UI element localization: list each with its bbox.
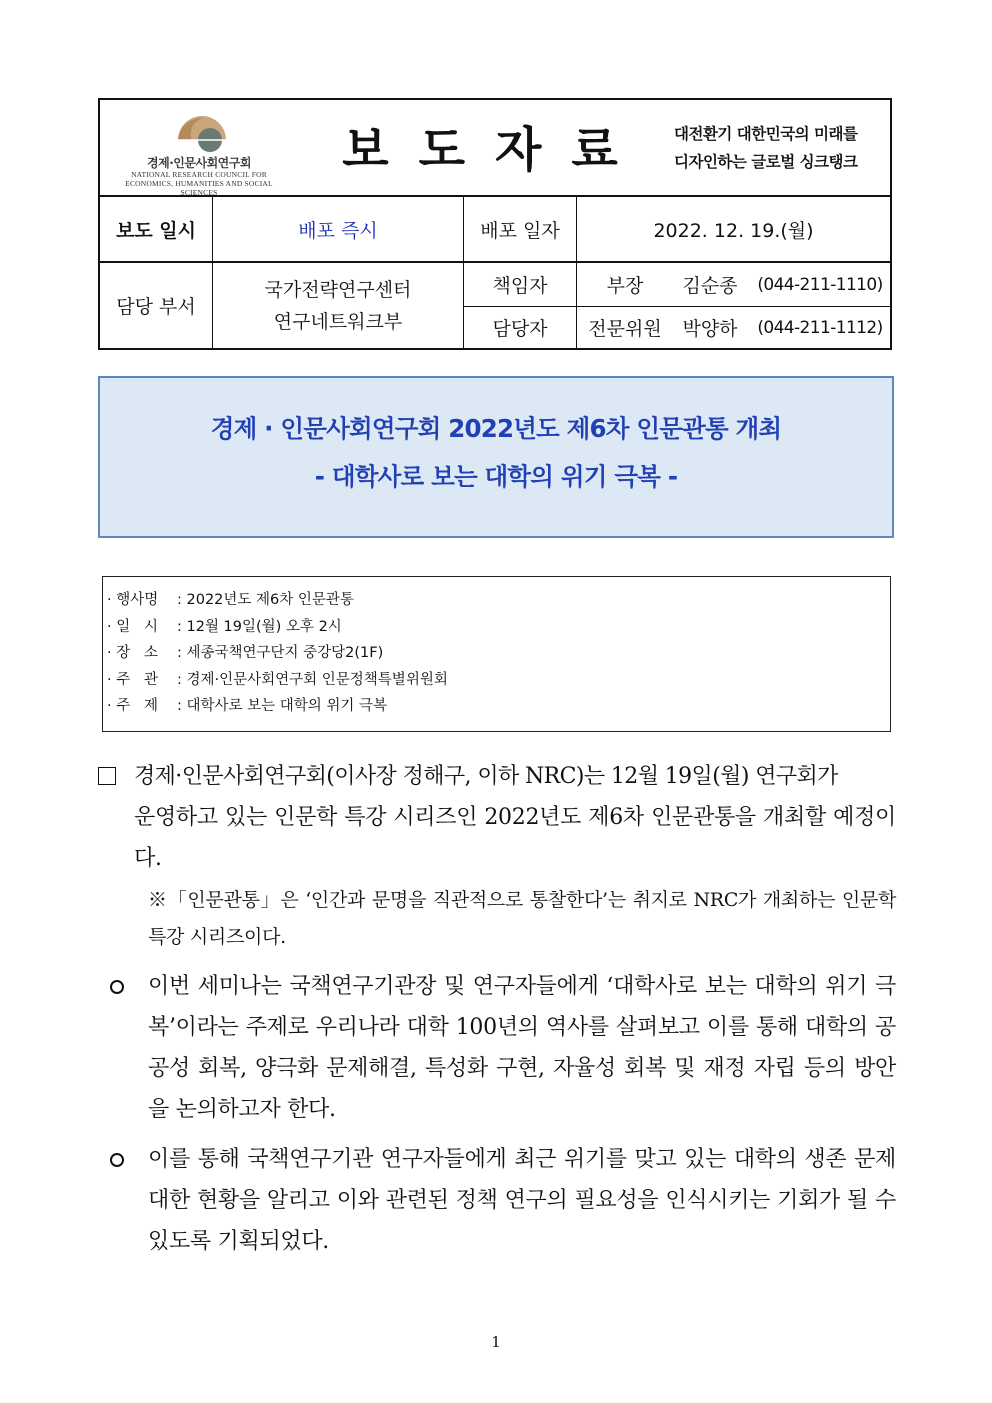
staff-title: 전문위원 [588,318,662,340]
body-paragraph-1-rest: 운영하고 있는 인문학 특강 시리즈인 2022년도 제6차 인문관통을 개최할 예정이다. [134,805,896,871]
dept-value-line2: 연구네트워크부 [273,310,403,333]
slogan-line2: 디자인하는 글로벌 싱크탱크 [674,153,858,171]
checkbox-bullet-icon [98,767,116,785]
summary-row [107,693,890,720]
summary-label: · 행사명 [107,592,159,608]
release-value: 배포 즉시 [298,219,378,242]
org-name-en-line1: NATIONAL RESEARCH COUNCIL FOR [131,170,267,179]
page-number: 1 [491,1333,501,1351]
summary-row [107,587,890,614]
summary-value: : 세종국책연구단지 중강당2(1F) [177,645,384,661]
summary-label: · 주 제 [107,698,159,714]
dept-value-line1: 국가전략연구센터 [264,278,412,301]
org-logo [108,108,290,197]
staff-phone: (044-211-1112) [757,317,883,338]
summary-label: · 일 시 [107,618,159,635]
circle-bullet-icon [110,980,124,994]
manager-title: 부장 [606,275,644,297]
bullet-paragraph-1: 이번 세미나는 국책연구기관장 및 연구자들에게 ‘대학사로 보는 대학의 위기 극복’이라는 주제로 우리나라 대학 100년의 역사를 살펴보고 이를 통해 대학의 공공성 회복, 양극화 문제해결, 특성화 구현, 자율성 회복 및 재정 자립 등의 방안을 논의하고자 한다. [148,974,896,1122]
dept-value [213,263,463,348]
press-release-title: 보도자료 [342,122,648,178]
circle-bullet-icon [110,1153,124,1167]
bullet-paragraph-2: 이를 통해 국책연구기관 연구자들에게 최근 위기를 맞고 있는 대학의 생존 문제 대한 현황을 알리고 이와 관련된 정책 연구의 필요성을 인식시키는 기회가 될 수 있도록 기획되었다. [148,1147,896,1254]
event-summary-box [102,576,891,732]
summary-label: · 주 관 [107,671,159,688]
note-paragraph: ※「인문관통」은 ‘인간과 문명을 직관적으로 통찰한다’는 취지로 NRC가 개최하는 인문학 특강 시리즈이다. [148,889,896,948]
org-name-ko: 경제·인문사회연구회 [147,156,251,170]
body-paragraph-1-first-line: 경제·인문사회연구회(이사장 정해구, 이하 NRC)는 12월 19일(월) 연구회가 [134,764,838,789]
header-table [98,98,892,350]
dept-label: 담당 부서 [116,296,196,318]
slogan-line1: 대전환기 대한민국의 미래를 [674,125,858,143]
summary-row [107,667,890,694]
staff-name: 박양하 [682,318,738,340]
org-name-en [108,170,290,197]
summary-value: : 12월 19일(월) 오후 2시 [177,618,342,635]
summary-value: : 대학사로 보는 대학의 위기 극복 [177,698,388,714]
dist-date-label: 배포 일자 [480,219,560,242]
headline-box [98,376,894,538]
manager-phone: (044-211-1110) [757,274,883,295]
summary-value: : 2022년도 제6차 인문관통 [177,592,354,608]
headline: 경제 · 인문사회연구회 2022년도 제6차 인문관통 개최 [210,414,782,443]
summary-label: · 장 소 [107,645,159,661]
manager-label: 책임자 [492,275,548,297]
dist-date-value: 2022. 12. 19.(월) [653,219,814,242]
staff-label: 담당자 [492,318,548,340]
summary-row [107,640,890,667]
subheadline: - 대학사로 보는 대학의 위기 극복 - [314,462,678,491]
release-label: 보도 일시 [115,219,197,242]
slogan [674,120,888,176]
summary-row [107,614,890,641]
org-name-en-line2: ECONOMICS, HUMANITIES AND SOCIAL SCIENCES [125,179,273,197]
summary-value: : 경제·인문사회연구회 인문정책특별위원회 [177,671,448,688]
manager-name: 김순종 [682,275,738,297]
org-emblem-icon [174,114,230,152]
